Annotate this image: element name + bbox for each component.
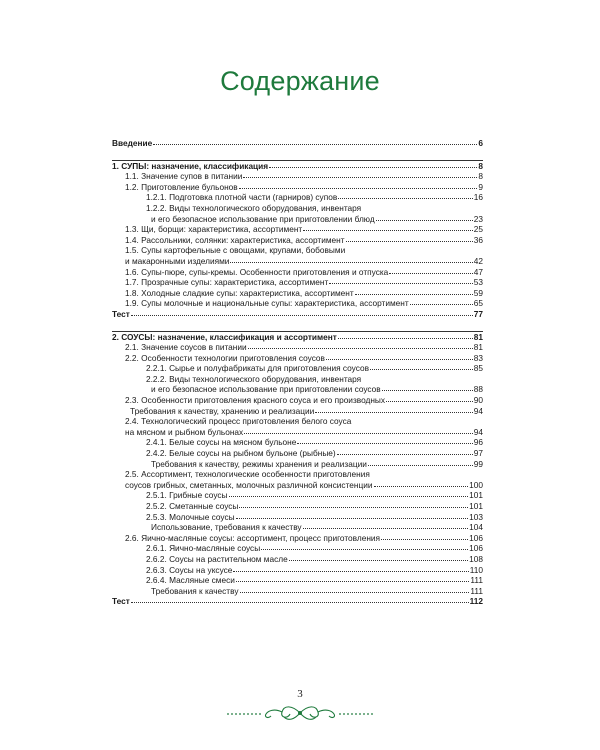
toc-entry-page: 77 bbox=[473, 308, 483, 319]
toc-entry-page: 94 bbox=[473, 426, 483, 437]
toc-entry-title: 2.2. Особенности технологии приготовления соусов bbox=[125, 352, 325, 363]
toc-entry[interactable] bbox=[112, 235, 483, 246]
dot-leader bbox=[338, 198, 473, 199]
toc-entry-page: 101 bbox=[469, 490, 483, 501]
dot-leader bbox=[248, 348, 473, 349]
toc-entry-title: 1.6. Супы-пюре, супы-кремы. Особенности приготовления и отпуска bbox=[125, 266, 389, 277]
dot-leader bbox=[244, 433, 473, 434]
dot-leader bbox=[346, 241, 473, 242]
toc-entry-title: Использование, требования к качеству bbox=[151, 522, 302, 533]
toc-entry-page: 65 bbox=[473, 298, 483, 309]
toc-entry-title: 2.4.1. Белые соусы на мясном бульоне bbox=[146, 437, 297, 448]
toc-entry-title: 2.4.2. Белые соусы на рыбном бульоне (рыбные) bbox=[146, 448, 336, 459]
section-gap bbox=[112, 149, 483, 160]
toc-entry-title: 2.5.1. Грибные соусы bbox=[146, 490, 228, 501]
toc-entry-page: 103 bbox=[469, 511, 483, 522]
toc-entry[interactable] bbox=[112, 224, 483, 235]
dot-leader bbox=[239, 188, 478, 189]
dot-leader bbox=[389, 273, 472, 274]
toc-entry-title: 1.2.2. Виды технологического оборудования, инвентаря bbox=[146, 202, 362, 213]
toc-entry[interactable] bbox=[112, 374, 483, 385]
toc-entry[interactable] bbox=[112, 171, 483, 182]
toc-entry-title: на мясном и рыбном бульонах bbox=[125, 426, 244, 437]
dot-leader bbox=[297, 443, 472, 444]
toc-entry-title: 2.5. Ассортимент, технологические особенности приготовления bbox=[125, 469, 370, 480]
toc-entry-page: 97 bbox=[473, 448, 483, 459]
dot-leader bbox=[338, 338, 473, 339]
toc-entry-page: 88 bbox=[473, 384, 483, 395]
toc-entry-page: 110 bbox=[469, 564, 483, 575]
toc-entry-page: 108 bbox=[469, 553, 483, 564]
toc-entry-page: 25 bbox=[473, 224, 483, 235]
dot-leader bbox=[131, 315, 473, 316]
toc-entry-page: 42 bbox=[473, 255, 483, 266]
toc-entry-title: 1.8. Холодные сладкие супы: характеристика, ассортимент bbox=[125, 287, 354, 298]
toc-entry-title: Требования к качеству, хранению и реализации bbox=[130, 405, 315, 416]
dot-leader bbox=[355, 294, 473, 295]
toc-entry[interactable] bbox=[112, 182, 483, 193]
dot-leader bbox=[289, 560, 468, 561]
toc-entry[interactable] bbox=[112, 554, 483, 565]
toc-entry-page: 104 bbox=[469, 522, 483, 533]
toc-entry-page: 16 bbox=[473, 192, 483, 203]
toc-entry-title: 2.6.1. Яично-масляные соусы bbox=[146, 543, 261, 554]
toc-entry[interactable] bbox=[112, 138, 483, 149]
toc-entry-title: Тест bbox=[112, 308, 130, 319]
toc-entry[interactable] bbox=[112, 448, 483, 459]
toc-entry-title: 2.2.1. Сырье и полуфабрикаты для приготовления соусов bbox=[146, 363, 369, 374]
toc-entry[interactable] bbox=[112, 490, 483, 501]
toc-entry-page: 90 bbox=[473, 395, 483, 406]
toc-entry-page: 9 bbox=[478, 181, 483, 192]
toc-entry[interactable] bbox=[112, 245, 483, 256]
toc-entry-title: 2.6.2. Соусы на растительном масле bbox=[146, 553, 288, 564]
toc-entry-title: и макаронными изделиями bbox=[125, 255, 230, 266]
toc-entry[interactable] bbox=[112, 342, 483, 353]
toc-entry-page: 106 bbox=[469, 532, 483, 543]
toc-entry-title: 1.3. Щи, борщи: характеристика, ассортимент bbox=[125, 224, 303, 235]
toc-entry[interactable] bbox=[112, 512, 483, 523]
toc-entry[interactable] bbox=[112, 298, 483, 309]
toc-entry-title: 1.1. Значение супов в питании bbox=[125, 171, 243, 182]
toc-entry[interactable] bbox=[112, 480, 483, 491]
toc-entry[interactable] bbox=[112, 277, 483, 288]
toc-entry[interactable] bbox=[112, 288, 483, 299]
dot-leader bbox=[239, 507, 468, 508]
toc-entry-page: 8 bbox=[478, 160, 483, 171]
toc-entry[interactable] bbox=[112, 533, 483, 544]
toc-entry-title: Тест bbox=[112, 596, 130, 607]
toc-entry-title: Требования к качеству, режимы хранения и реализации bbox=[151, 458, 367, 469]
toc-entry-title: Введение bbox=[112, 138, 153, 148]
toc-entry[interactable] bbox=[112, 575, 483, 586]
dot-leader bbox=[236, 518, 469, 519]
dot-leader bbox=[381, 539, 468, 540]
toc-entry-page: 81 bbox=[473, 342, 483, 353]
toc-entry-page: 6 bbox=[478, 138, 483, 148]
toc-entry-title: 2.6.4. Масляные смеси bbox=[146, 575, 235, 586]
toc-entry-title: 2.3. Особенности приготовления красного соуса и его производных bbox=[125, 395, 386, 406]
toc-entry-title: 2.5.3. Молочные соусы bbox=[146, 511, 235, 522]
toc-entry-page: 53 bbox=[473, 277, 483, 288]
dot-leader bbox=[243, 177, 477, 178]
dot-leader bbox=[370, 369, 473, 370]
table-of-contents bbox=[112, 138, 483, 607]
toc-entry[interactable] bbox=[112, 363, 483, 374]
toc-entry[interactable] bbox=[112, 256, 483, 267]
dot-leader bbox=[410, 304, 473, 305]
dot-leader bbox=[233, 571, 468, 572]
toc-entry-page: 36 bbox=[473, 234, 483, 245]
toc-entry-page: 99 bbox=[473, 458, 483, 469]
toc-entry-page: 111 bbox=[470, 575, 483, 586]
dot-leader bbox=[240, 592, 470, 593]
toc-entry[interactable] bbox=[112, 192, 483, 203]
toc-entry-title: 2.6.3. Соусы на уксусе bbox=[146, 564, 233, 575]
toc-entry-page: 81 bbox=[473, 331, 483, 342]
dot-leader bbox=[315, 412, 472, 413]
toc-entry[interactable] bbox=[112, 522, 483, 533]
dot-leader bbox=[131, 602, 469, 603]
toc-entry-page: 100 bbox=[469, 479, 483, 490]
dot-leader bbox=[374, 486, 469, 487]
dot-leader bbox=[236, 581, 469, 582]
dot-leader bbox=[337, 454, 473, 455]
toc-entry-title: Требования к качеству bbox=[151, 585, 239, 596]
toc-entry-title: 1.9. Супы молочные и национальные супы: характеристика, ассортимент bbox=[125, 298, 409, 309]
dot-leader bbox=[376, 220, 473, 221]
toc-entry[interactable] bbox=[112, 353, 483, 364]
toc-entry[interactable] bbox=[112, 267, 483, 278]
toc-entry-title: соусов грибных, сметанных, молочных различной консистенции bbox=[125, 479, 373, 490]
toc-entry[interactable] bbox=[112, 384, 483, 395]
toc-entry-title: 2.6. Яично-масляные соусы: ассортимент, процесс приготовления bbox=[125, 532, 381, 543]
toc-entry-page: 85 bbox=[473, 363, 483, 374]
toc-entry[interactable] bbox=[112, 161, 483, 172]
dot-leader bbox=[153, 144, 477, 145]
dot-leader bbox=[368, 465, 473, 466]
toc-entry[interactable] bbox=[112, 332, 483, 343]
dot-leader bbox=[269, 167, 477, 168]
toc-entry-title: 1.4. Рассольники, солянки: характеристика, ассортимент bbox=[125, 234, 345, 245]
toc-entry-page: 101 bbox=[469, 501, 483, 511]
toc-entry-page: 96 bbox=[473, 437, 483, 448]
dot-leader bbox=[303, 528, 469, 529]
toc-entry[interactable] bbox=[112, 203, 483, 214]
toc-entry-page: 112 bbox=[469, 596, 483, 607]
toc-entry-title: и его безопасное использование при приготовлении блюд bbox=[151, 213, 375, 224]
dot-leader bbox=[303, 230, 473, 231]
toc-entry[interactable] bbox=[112, 437, 483, 448]
toc-entry-page: 111 bbox=[470, 585, 483, 596]
toc-entry[interactable] bbox=[112, 501, 483, 512]
dot-leader bbox=[229, 496, 469, 497]
dot-leader bbox=[326, 359, 473, 360]
toc-entry[interactable] bbox=[112, 416, 483, 427]
toc-entry-title: 2.4. Технологический процесс приготовления белого соуса bbox=[125, 416, 352, 427]
toc-entry-title: 1.7. Прозрачные супы: характеристика, ассортимент bbox=[125, 277, 329, 288]
toc-entry[interactable] bbox=[112, 214, 483, 225]
toc-entry-page: 106 bbox=[469, 543, 483, 554]
section-gap bbox=[112, 320, 483, 331]
toc-entry-page: 59 bbox=[473, 287, 483, 298]
toc-entry[interactable] bbox=[112, 309, 483, 320]
toc-entry-title: 2.2.2. Виды технологического оборудования, инвентаря bbox=[146, 373, 362, 384]
dot-leader bbox=[382, 390, 473, 391]
toc-entry-page: 8 bbox=[478, 171, 483, 182]
toc-entry-page: 47 bbox=[473, 266, 483, 277]
toc-entry-page: 94 bbox=[473, 405, 483, 416]
toc-entry-title: 1.2. Приготовление бульонов bbox=[125, 181, 238, 192]
toc-entry-title: 2.5.2. Сметанные соусы bbox=[146, 501, 239, 511]
toc-entry[interactable] bbox=[112, 469, 483, 480]
decorative-ornament-icon bbox=[222, 702, 378, 724]
toc-entry[interactable] bbox=[112, 543, 483, 554]
toc-entry[interactable] bbox=[112, 406, 483, 417]
toc-entry[interactable] bbox=[112, 427, 483, 438]
toc-entry-title: 2. СОУСЫ: назначение, классификация и ассортимент bbox=[112, 331, 337, 342]
dot-leader bbox=[386, 401, 473, 402]
toc-entry-title: 1. СУПЫ: назначение, классификация bbox=[112, 160, 269, 171]
toc-entry[interactable] bbox=[112, 596, 483, 607]
dot-leader bbox=[261, 549, 468, 550]
toc-entry[interactable] bbox=[112, 586, 483, 597]
toc-entry-title: и его безопасное использование при приготовлении соусов bbox=[151, 384, 381, 395]
toc-entry[interactable] bbox=[112, 459, 483, 470]
toc-entry-title: 1.2.1. Подготовка плотной части (гарниров) супов bbox=[146, 192, 338, 203]
toc-entry-title: 2.1. Значение соусов в питании bbox=[125, 342, 247, 353]
toc-entry-page: 23 bbox=[473, 213, 483, 224]
toc-entry-page: 83 bbox=[473, 352, 483, 363]
dot-leader bbox=[230, 262, 472, 263]
toc-entry[interactable] bbox=[112, 395, 483, 406]
page-number: 3 bbox=[297, 688, 303, 700]
toc-entry-title: 1.5. Супы картофельные с овощами, крупами, бобовыми bbox=[125, 245, 346, 256]
toc-entry[interactable] bbox=[112, 565, 483, 576]
dot-leader bbox=[329, 283, 473, 284]
page-title: Содержание bbox=[220, 66, 380, 96]
